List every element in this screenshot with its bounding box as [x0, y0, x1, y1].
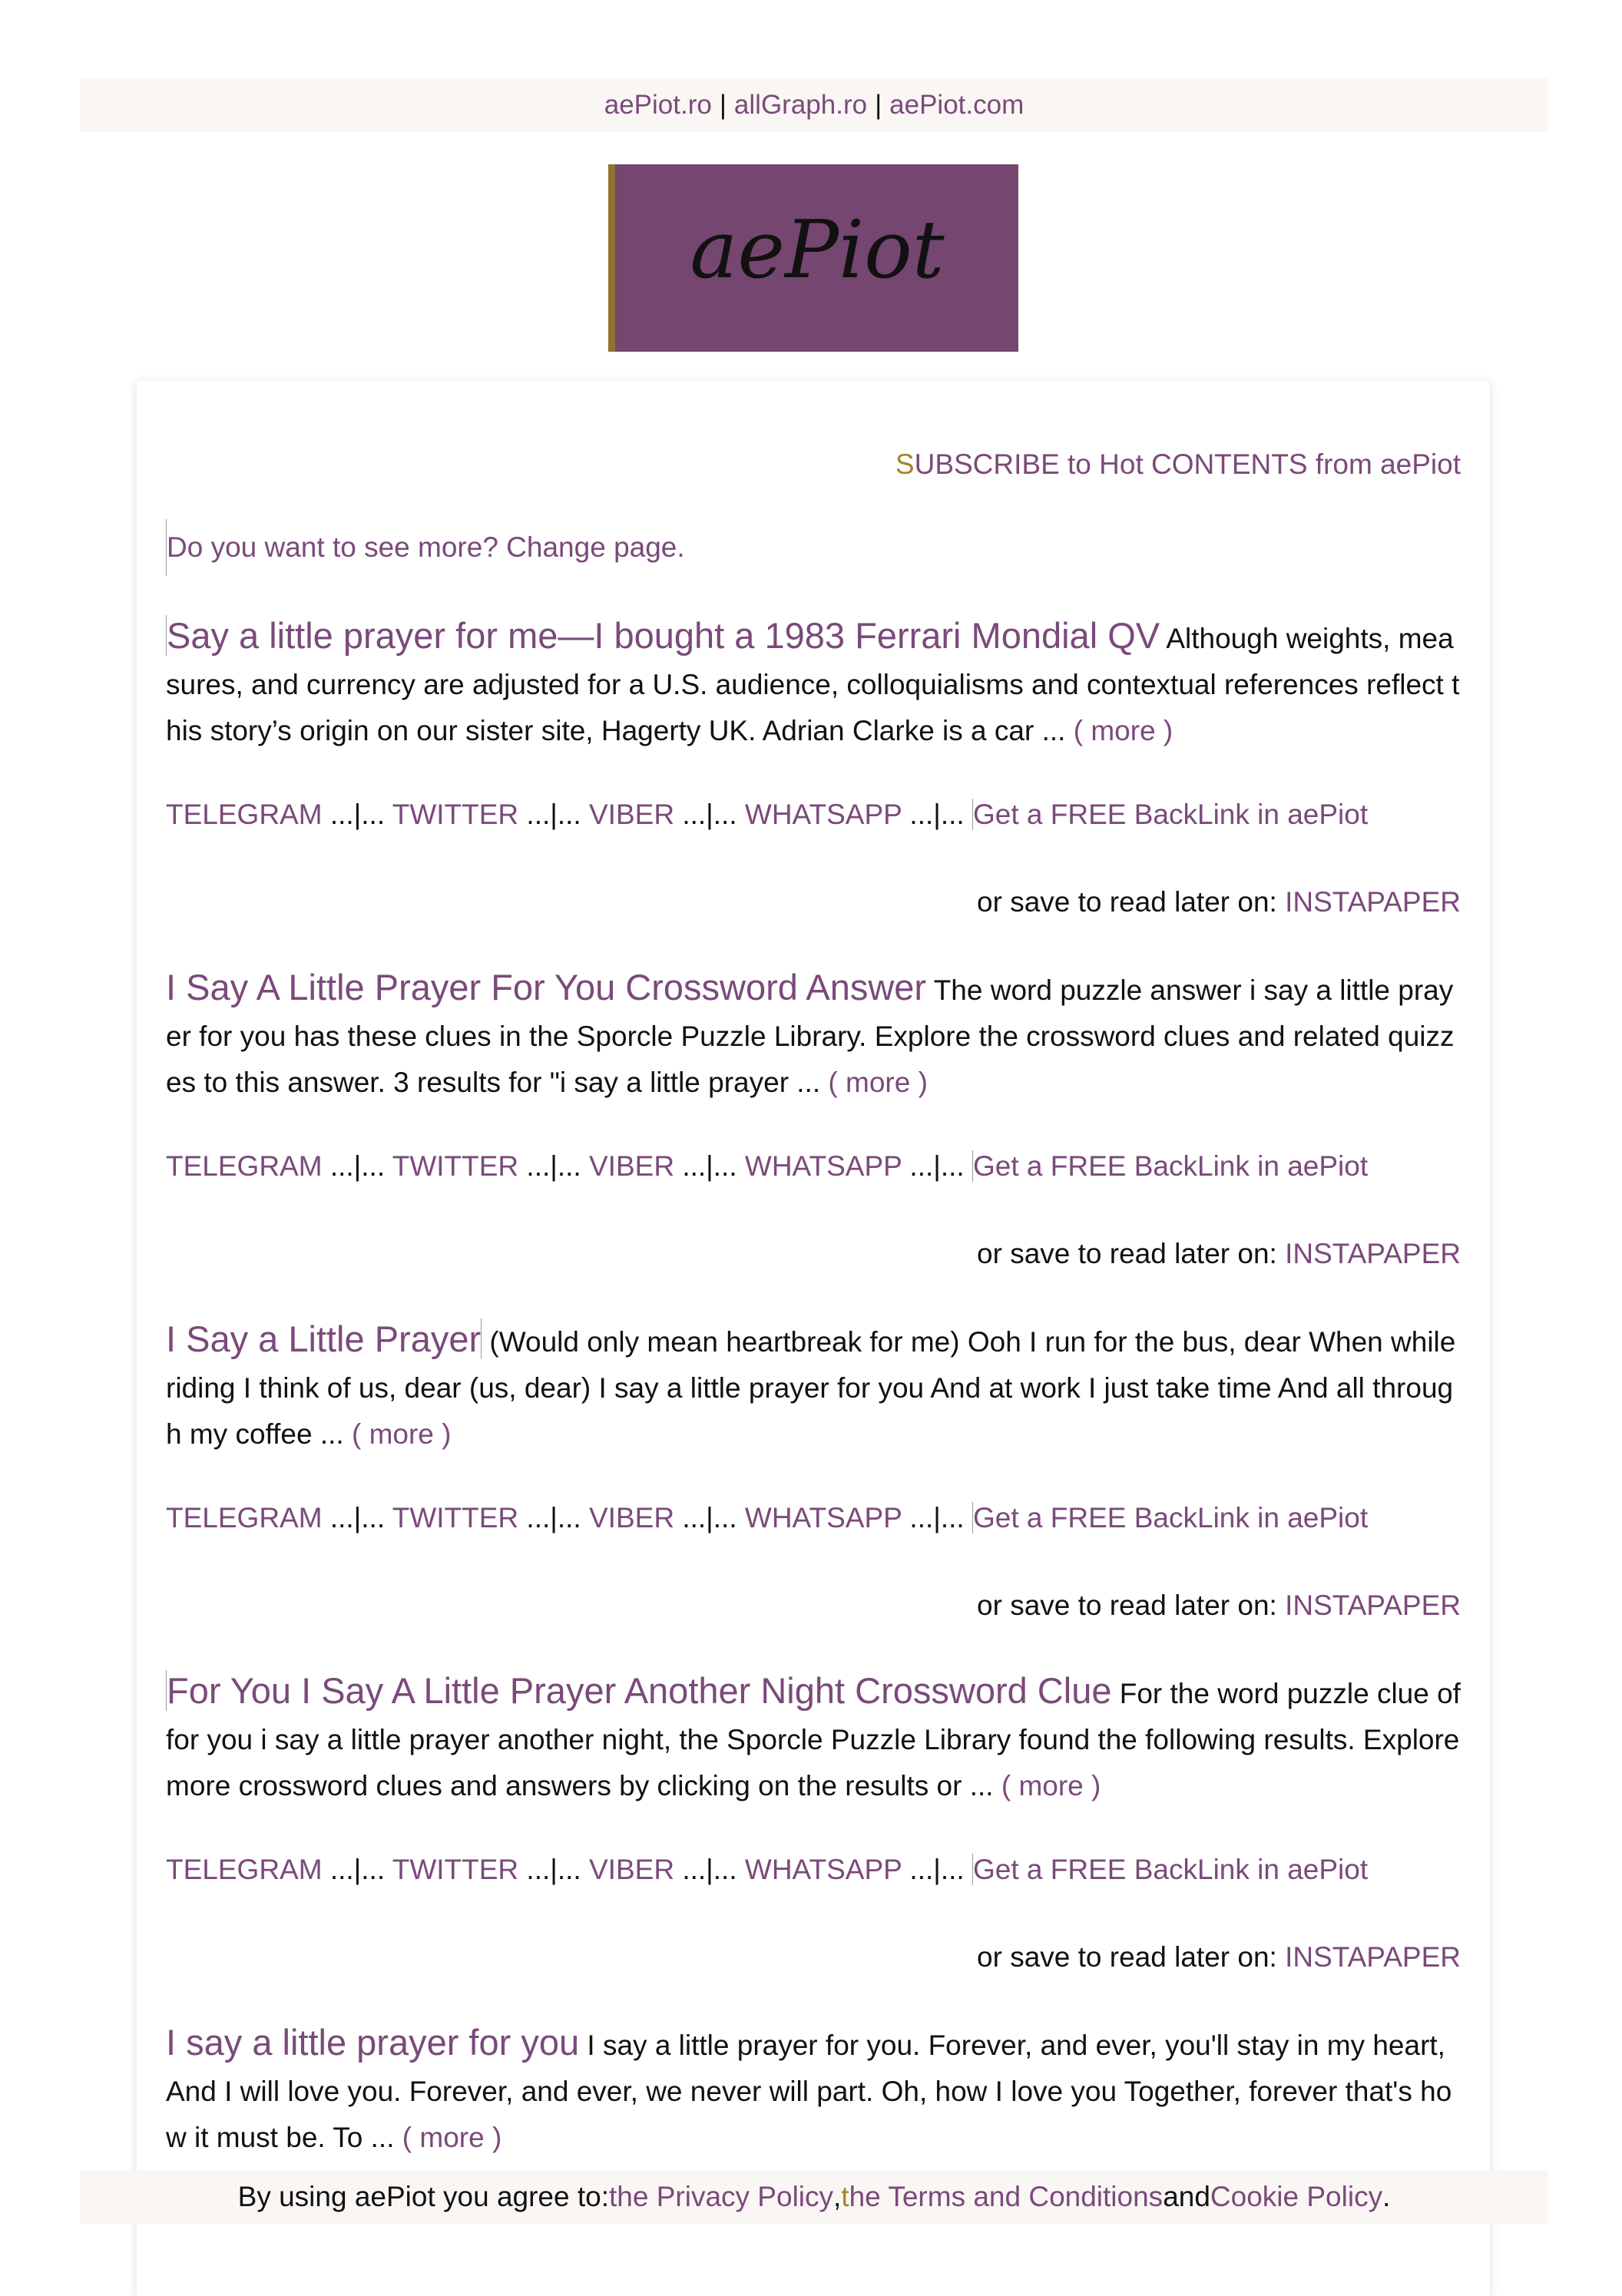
share-separator: ...|...	[902, 799, 972, 830]
share-separator: ...|...	[674, 1150, 745, 1182]
twitter-link[interactable]: TWITTER	[392, 1502, 519, 1533]
save-prefix: or save to read later on:	[977, 1238, 1286, 1269]
terms-link[interactable]	[841, 2181, 1163, 2213]
backlink-link[interactable]: Get a FREE BackLink in aePiot	[973, 799, 1369, 830]
footer-end: .	[1382, 2181, 1391, 2212]
share-separator: ...|...	[902, 1502, 972, 1533]
whatsapp-link[interactable]: WHATSAPP	[744, 1854, 902, 1885]
footer-comma: ,	[833, 2181, 842, 2212]
nav-link-aepiot-ro[interactable]: aePiot.ro	[604, 90, 712, 120]
more-link[interactable]: ( more )	[351, 1418, 452, 1450]
entry-snippet: The word puzzle answer i say a little prayer for you has these clues in the Sporcle Puzzle Library. Explore the crossword clues and related quizzes to this answer. 3 results for "i say a little prayer ...	[166, 974, 1455, 1098]
share-separator: ...|...	[674, 1502, 745, 1533]
nav-link-aepiot-com[interactable]: aePiot.com	[889, 90, 1025, 120]
nav-separator: |	[875, 90, 882, 120]
entry-snippet: I say a little prayer for you. Forever, and ever, you'll stay in my heart, And I will love you. Forever, and ever, we never will part. Oh, how I love you Together, forever that's how it must be. To ...	[166, 2030, 1452, 2153]
terms-first-letter: t	[841, 2181, 849, 2212]
entry-title-link[interactable]: I Say a Little Prayer	[166, 1318, 482, 1359]
subscribe-first-letter: S	[895, 448, 915, 480]
twitter-link[interactable]: TWITTER	[392, 799, 519, 830]
privacy-policy-link[interactable]: the Privacy Policy	[609, 2181, 834, 2212]
content-card	[137, 381, 1490, 2296]
entry-title-link[interactable]: I Say A Little Prayer For You Crossword Answer	[166, 967, 927, 1007]
cookie-footer	[80, 2170, 1548, 2224]
share-separator: ...|...	[322, 1502, 392, 1533]
share-separator: ...|...	[518, 1150, 589, 1182]
backlink-link[interactable]: Get a FREE BackLink in aePiot	[973, 1854, 1369, 1885]
more-link[interactable]: ( more )	[1073, 715, 1173, 746]
save-prefix: or save to read later on:	[977, 1941, 1286, 1973]
backlink-link[interactable]: Get a FREE BackLink in aePiot	[973, 1150, 1369, 1182]
viber-link[interactable]: VIBER	[589, 799, 675, 830]
share-row	[166, 1140, 1368, 1193]
share-row	[166, 788, 1368, 842]
save-row	[977, 1583, 1461, 1629]
top-nav	[80, 78, 1548, 132]
result-entry	[166, 2020, 1461, 2161]
share-separator: ...|...	[322, 799, 392, 830]
entry-title-link[interactable]: Say a little prayer for me—I bought a 1983 Ferrari Mondial QV	[167, 615, 1160, 656]
twitter-link[interactable]: TWITTER	[392, 1854, 519, 1885]
telegram-link[interactable]: TELEGRAM	[166, 1150, 323, 1182]
viber-link[interactable]: VIBER	[589, 1502, 675, 1533]
backlink-link[interactable]: Get a FREE BackLink in aePiot	[973, 1502, 1369, 1533]
viber-link[interactable]: VIBER	[589, 1150, 675, 1182]
instapaper-link[interactable]: INSTAPAPER	[1285, 1238, 1461, 1269]
whatsapp-link[interactable]: WHATSAPP	[744, 799, 902, 830]
whatsapp-link[interactable]: WHATSAPP	[744, 1150, 902, 1182]
entry-title-link[interactable]: For You I Say A Little Prayer Another Night Crossword Clue	[167, 1670, 1112, 1711]
share-separator: ...|...	[322, 1150, 392, 1182]
entry-snippet: (Would only mean heartbreak for me) Ooh I run for the bus, dear When while riding I think of us, dear (us, dear) I say a little prayer for you And at work I just take time And all through my coffee ...	[166, 1326, 1456, 1450]
entry-snippet: For the word puzzle clue of for you i say a little prayer another night, the Sporcle Puzzle Library found the following results. Explore more crossword clues and answers by clicking on the results or ...	[166, 1678, 1461, 1801]
save-row	[977, 879, 1461, 925]
footer-prefix: By using aePiot you agree to:	[237, 2181, 610, 2212]
terms-text: he Terms and Conditions	[849, 2181, 1164, 2212]
share-separator: ...|...	[902, 1854, 972, 1885]
share-separator: ...|...	[518, 799, 589, 830]
share-separator: ...|...	[674, 799, 745, 830]
share-separator: ...|...	[674, 1854, 745, 1885]
nav-separator: |	[719, 90, 727, 120]
save-prefix: or save to read later on:	[977, 886, 1286, 918]
instapaper-link[interactable]: INSTAPAPER	[1285, 886, 1461, 918]
telegram-link[interactable]: TELEGRAM	[166, 799, 323, 830]
save-row	[977, 1231, 1461, 1277]
result-entry	[166, 1316, 1461, 1457]
entry-title-link[interactable]: I say a little prayer for you	[166, 2022, 580, 2063]
telegram-link[interactable]: TELEGRAM	[166, 1502, 323, 1533]
cookie-policy-link[interactable]: Cookie Policy	[1210, 2181, 1383, 2212]
instapaper-link[interactable]: INSTAPAPER	[1285, 1941, 1461, 1973]
twitter-link[interactable]: TWITTER	[392, 1150, 519, 1182]
viber-link[interactable]: VIBER	[589, 1854, 675, 1885]
nav-link-allgraph-ro[interactable]: allGraph.ro	[733, 90, 868, 120]
footer-and: and	[1163, 2181, 1210, 2212]
logo-text: aePiot	[689, 203, 945, 296]
more-link[interactable]: ( more )	[402, 2122, 502, 2153]
more-link[interactable]: ( more )	[828, 1067, 928, 1098]
telegram-link[interactable]: TELEGRAM	[166, 1854, 323, 1885]
result-entry	[166, 1668, 1461, 1809]
save-prefix: or save to read later on:	[977, 1590, 1286, 1621]
aepiot-logo[interactable]	[608, 164, 1018, 352]
more-link[interactable]: ( more )	[1001, 1770, 1101, 1801]
aepiot-logo-script	[679, 200, 955, 316]
share-separator: ...|...	[322, 1854, 392, 1885]
share-separator: ...|...	[518, 1502, 589, 1533]
share-row	[166, 1843, 1368, 1897]
subscribe-link[interactable]	[895, 448, 1461, 481]
share-separator: ...|...	[902, 1150, 972, 1182]
entry-snippet: Although weights, measures, and currency are adjusted for a U.S. audience, colloquialisms and contextual references reflect this story’s origin on our sister site, Hagerty UK. Adrian Clarke is a car ...	[166, 623, 1460, 746]
result-entry	[166, 964, 1461, 1106]
whatsapp-link[interactable]: WHATSAPP	[744, 1502, 902, 1533]
save-row	[977, 1934, 1461, 1980]
result-entry	[166, 613, 1461, 754]
subscribe-text: UBSCRIBE to Hot CONTENTS from aePiot	[914, 448, 1461, 480]
change-page-link[interactable]: Do you want to see more? Change page.	[166, 519, 685, 576]
share-separator: ...|...	[518, 1854, 589, 1885]
share-row	[166, 1491, 1368, 1545]
instapaper-link[interactable]: INSTAPAPER	[1285, 1590, 1461, 1621]
